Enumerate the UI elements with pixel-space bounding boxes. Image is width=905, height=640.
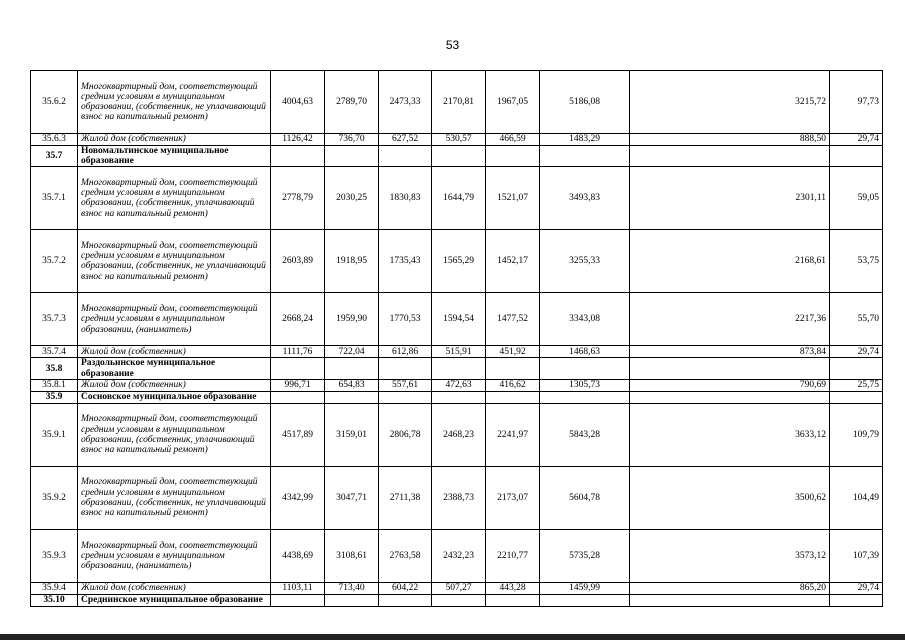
- table-row: [31, 134, 883, 146]
- value-cell: 2388,73: [432, 466, 486, 529]
- table-row: [31, 403, 883, 466]
- value-cell: 2241,97: [486, 403, 540, 466]
- value-cell: 2170,81: [432, 71, 486, 134]
- row-code: 35.7.1: [31, 167, 78, 230]
- value-cell: 2168,61: [630, 230, 830, 293]
- row-code: 35.9.4: [31, 582, 78, 594]
- value-cell: 451,92: [486, 346, 540, 358]
- section-row: [31, 146, 883, 167]
- empty-cell: [379, 358, 432, 379]
- empty-cell: [630, 358, 830, 379]
- empty-cell: [486, 146, 540, 167]
- empty-cell: [325, 391, 379, 403]
- value-cell: 107,39: [830, 529, 883, 582]
- empty-cell: [432, 391, 486, 403]
- empty-cell: [830, 594, 883, 606]
- empty-cell: [486, 391, 540, 403]
- value-cell: 3215,72: [630, 71, 830, 134]
- table-row: [31, 71, 883, 134]
- section-code: 35.7: [31, 146, 78, 167]
- value-cell: 627,52: [379, 134, 432, 146]
- section-row: [31, 594, 883, 606]
- table-row: [31, 346, 883, 358]
- empty-cell: [540, 358, 630, 379]
- value-cell: 1459,99: [540, 582, 630, 594]
- value-cell: 2789,70: [325, 71, 379, 134]
- value-cell: 530,57: [432, 134, 486, 146]
- value-cell: 1594,54: [432, 293, 486, 346]
- value-cell: 3493,83: [540, 167, 630, 230]
- value-cell: 1468,63: [540, 346, 630, 358]
- row-description: Жилой дом (собственник): [78, 582, 271, 594]
- empty-cell: [630, 391, 830, 403]
- value-cell: 3047,71: [325, 466, 379, 529]
- value-cell: 2217,36: [630, 293, 830, 346]
- value-cell: 97,73: [830, 71, 883, 134]
- table-row: [31, 379, 883, 391]
- value-cell: 1959,90: [325, 293, 379, 346]
- empty-cell: [271, 391, 325, 403]
- value-cell: 2030,25: [325, 167, 379, 230]
- value-cell: 3255,33: [540, 230, 630, 293]
- table-row: [31, 582, 883, 594]
- empty-cell: [630, 146, 830, 167]
- section-row: [31, 358, 883, 379]
- empty-cell: [486, 358, 540, 379]
- table-row: [31, 293, 883, 346]
- value-cell: 5843,28: [540, 403, 630, 466]
- row-code: 35.9.3: [31, 529, 78, 582]
- row-description: Многоквартирный дом, соответствующий средним условиям в муниципальном образовании, (собственник, уплачивающий взнос на капитальный ремонт): [78, 403, 271, 466]
- value-cell: 865,20: [630, 582, 830, 594]
- section-title: Новомальтинское муниципальное образование: [78, 146, 271, 167]
- value-cell: 873,84: [630, 346, 830, 358]
- value-cell: 443,28: [486, 582, 540, 594]
- value-cell: 1111,76: [271, 346, 325, 358]
- value-cell: 604,22: [379, 582, 432, 594]
- value-cell: 29,74: [830, 582, 883, 594]
- row-description: Многоквартирный дом, соответствующий средним условиям в муниципальном образовании, (собственник, не уплачивающий взнос на капитальный ремонт): [78, 466, 271, 529]
- value-cell: 1305,73: [540, 379, 630, 391]
- value-cell: 3573,12: [630, 529, 830, 582]
- value-cell: 2806,78: [379, 403, 432, 466]
- value-cell: 713,40: [325, 582, 379, 594]
- row-code: 35.9.2: [31, 466, 78, 529]
- value-cell: 557,61: [379, 379, 432, 391]
- row-description: Многоквартирный дом, соответствующий средним условиям в муниципальном образовании, (наниматель): [78, 529, 271, 582]
- empty-cell: [432, 358, 486, 379]
- value-cell: 1103,11: [271, 582, 325, 594]
- empty-cell: [271, 358, 325, 379]
- row-code: 35.7.3: [31, 293, 78, 346]
- value-cell: 2778,79: [271, 167, 325, 230]
- empty-cell: [325, 146, 379, 167]
- empty-cell: [325, 594, 379, 606]
- value-cell: 3500,62: [630, 466, 830, 529]
- value-cell: 2301,11: [630, 167, 830, 230]
- value-cell: 1735,43: [379, 230, 432, 293]
- value-cell: 2473,33: [379, 71, 432, 134]
- value-cell: 1452,17: [486, 230, 540, 293]
- value-cell: 1565,29: [432, 230, 486, 293]
- value-cell: 2173,07: [486, 466, 540, 529]
- page-number: 53: [445, 38, 460, 52]
- empty-cell: [486, 594, 540, 606]
- value-cell: 2432,23: [432, 529, 486, 582]
- table-row: [31, 466, 883, 529]
- value-cell: 1483,29: [540, 134, 630, 146]
- value-cell: 5604,78: [540, 466, 630, 529]
- value-cell: 3159,01: [325, 403, 379, 466]
- empty-cell: [540, 594, 630, 606]
- tariff-table: [30, 70, 883, 607]
- empty-cell: [271, 146, 325, 167]
- value-cell: 2763,58: [379, 529, 432, 582]
- scan-bottom-edge: [0, 634, 905, 640]
- row-description: Многоквартирный дом, соответствующий средним условиям в муниципальном образовании, (собственник, уплачивающий взнос на капитальный ремонт): [78, 167, 271, 230]
- empty-cell: [432, 594, 486, 606]
- value-cell: 1967,05: [486, 71, 540, 134]
- row-code: 35.6.3: [31, 134, 78, 146]
- value-cell: 1770,53: [379, 293, 432, 346]
- value-cell: 2468,23: [432, 403, 486, 466]
- value-cell: 722,04: [325, 346, 379, 358]
- value-cell: 790,69: [630, 379, 830, 391]
- table-body: [31, 71, 883, 607]
- empty-cell: [379, 146, 432, 167]
- empty-cell: [540, 391, 630, 403]
- section-code: 35.8: [31, 358, 78, 379]
- value-cell: 29,74: [830, 134, 883, 146]
- empty-cell: [271, 594, 325, 606]
- value-cell: 612,86: [379, 346, 432, 358]
- row-code: 35.8.1: [31, 379, 78, 391]
- row-description: Жилой дом (собственник): [78, 379, 271, 391]
- value-cell: 654,83: [325, 379, 379, 391]
- empty-cell: [432, 146, 486, 167]
- value-cell: 466,59: [486, 134, 540, 146]
- value-cell: 4004,63: [271, 71, 325, 134]
- section-code: 35.10: [31, 594, 78, 606]
- value-cell: 2711,38: [379, 466, 432, 529]
- empty-cell: [630, 594, 830, 606]
- value-cell: 3343,08: [540, 293, 630, 346]
- value-cell: 1918,95: [325, 230, 379, 293]
- table-row: [31, 167, 883, 230]
- empty-cell: [830, 358, 883, 379]
- value-cell: 1644,79: [432, 167, 486, 230]
- section-title: Раздольинское муниципальное образование: [78, 358, 271, 379]
- empty-cell: [830, 146, 883, 167]
- row-code: 35.9.1: [31, 403, 78, 466]
- value-cell: 5735,28: [540, 529, 630, 582]
- value-cell: 104,49: [830, 466, 883, 529]
- value-cell: 3633,12: [630, 403, 830, 466]
- value-cell: 1126,42: [271, 134, 325, 146]
- row-description: Многоквартирный дом, соответствующий средним условиям в муниципальном образовании, (собственник, не уплачивающий взнос на капитальный ремонт): [78, 230, 271, 293]
- row-description: Многоквартирный дом, соответствующий средним условиям в муниципальном образовании, (наниматель): [78, 293, 271, 346]
- section-title: Сосновское муниципальное образование: [78, 391, 271, 403]
- value-cell: 1477,52: [486, 293, 540, 346]
- value-cell: 109,79: [830, 403, 883, 466]
- value-cell: 29,74: [830, 346, 883, 358]
- value-cell: 736,70: [325, 134, 379, 146]
- value-cell: 996,71: [271, 379, 325, 391]
- value-cell: 2210,77: [486, 529, 540, 582]
- value-cell: 1830,83: [379, 167, 432, 230]
- value-cell: 3108,61: [325, 529, 379, 582]
- row-code: 35.7.2: [31, 230, 78, 293]
- row-description: Жилой дом (собственник): [78, 134, 271, 146]
- value-cell: 515,91: [432, 346, 486, 358]
- value-cell: 507,27: [432, 582, 486, 594]
- value-cell: 472,63: [432, 379, 486, 391]
- value-cell: 416,62: [486, 379, 540, 391]
- empty-cell: [830, 391, 883, 403]
- value-cell: 4517,89: [271, 403, 325, 466]
- value-cell: 888,50: [630, 134, 830, 146]
- row-code: 35.6.2: [31, 71, 78, 134]
- section-code: 35.9: [31, 391, 78, 403]
- value-cell: 4438,69: [271, 529, 325, 582]
- value-cell: 5186,08: [540, 71, 630, 134]
- empty-cell: [325, 358, 379, 379]
- empty-cell: [379, 391, 432, 403]
- table-row: [31, 230, 883, 293]
- value-cell: 1521,07: [486, 167, 540, 230]
- table-row: [31, 529, 883, 582]
- value-cell: 2668,24: [271, 293, 325, 346]
- value-cell: 53,75: [830, 230, 883, 293]
- row-description: Многоквартирный дом, соответствующий средним условиям в муниципальном образовании, (собственник, не уплачивающий взнос на капитальный ремонт): [78, 71, 271, 134]
- section-row: [31, 391, 883, 403]
- value-cell: 55,70: [830, 293, 883, 346]
- value-cell: 59,05: [830, 167, 883, 230]
- section-title: Среднинское муниципальное образование: [78, 594, 271, 606]
- empty-cell: [379, 594, 432, 606]
- empty-cell: [540, 146, 630, 167]
- value-cell: 2603,89: [271, 230, 325, 293]
- value-cell: 4342,99: [271, 466, 325, 529]
- row-description: Жилой дом (собственник): [78, 346, 271, 358]
- row-code: 35.7.4: [31, 346, 78, 358]
- value-cell: 25,75: [830, 379, 883, 391]
